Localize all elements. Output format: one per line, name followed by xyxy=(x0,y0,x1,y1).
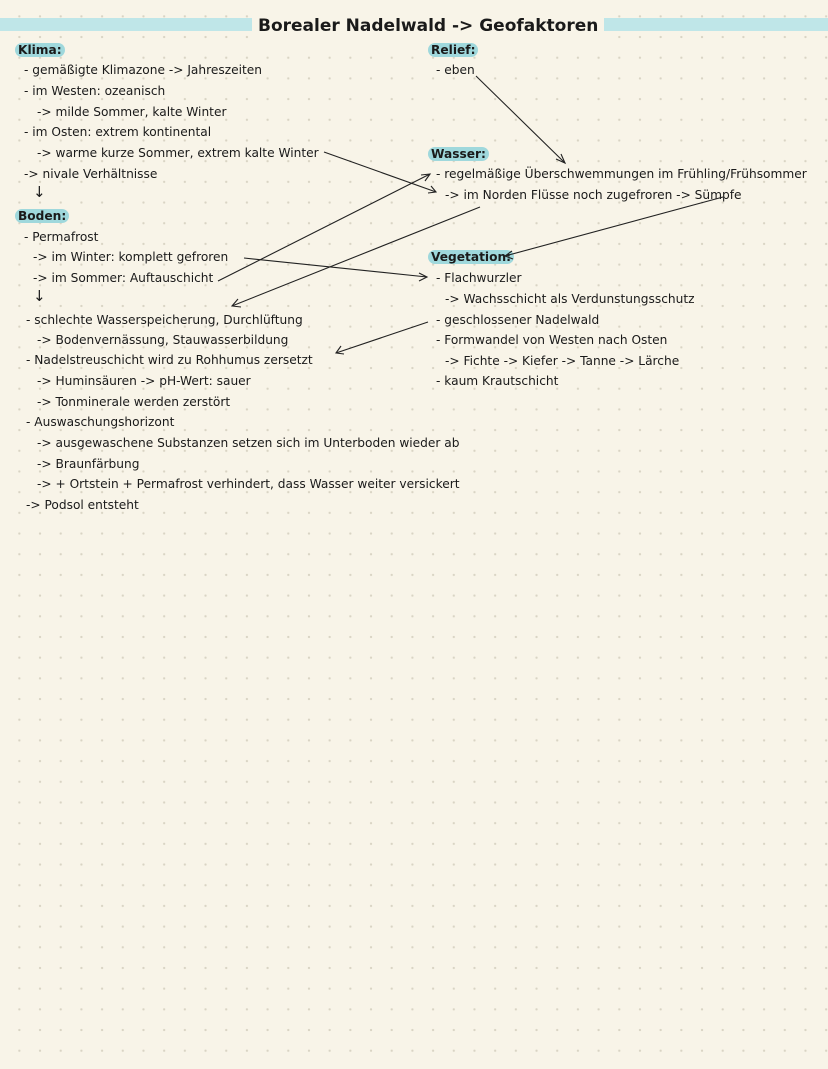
arrow-sommer-to-wasser xyxy=(218,174,430,281)
boden-line: -> Tonminerale werden zerstört xyxy=(37,395,231,409)
boden-line: -> ausgewaschene Substanzen setzen sich im Unterboden wieder ab xyxy=(37,436,460,450)
klima-line: - im Westen: ozeanisch xyxy=(24,84,166,98)
boden-line: - Auswaschungshorizont xyxy=(26,415,175,429)
vegetation-line: - Flachwurzler xyxy=(436,271,522,285)
boden-line: -> Podsol entsteht xyxy=(26,498,139,512)
boden-line: -> + Ortstein + Permafrost verhindert, dass Wasser weiter versickert xyxy=(37,477,460,491)
boden-line: -> im Winter: komplett gefroren xyxy=(33,250,229,264)
boden-line: -> im Sommer: Auftauschicht xyxy=(33,271,214,285)
vegetation-line: -> Fichte -> Kiefer -> Tanne -> Lärche xyxy=(445,354,680,368)
boden-line: - schlechte Wasserspeicherung, Durchlüftung xyxy=(26,313,303,327)
arrow-winter-to-vegetation xyxy=(244,258,427,277)
section-vegetation-heading: Vegetation: xyxy=(428,249,514,265)
arrow-relief-to-wasser xyxy=(476,76,565,163)
boden-line: -> Braunfärbung xyxy=(37,457,140,471)
vegetation-line: -> Wachsschicht als Verdunstungsschutz xyxy=(445,292,695,306)
down-arrow-icon: ↓ xyxy=(33,287,46,305)
wasser-line: - regelmäßige Überschwemmungen im Frühling/Frühsommer xyxy=(436,167,807,181)
boden-line: -> Huminsäuren -> pH-Wert: sauer xyxy=(37,374,251,388)
section-wasser-heading: Wasser: xyxy=(428,146,489,162)
relief-line: - eben xyxy=(436,63,475,77)
klima-line: - im Osten: extrem kontinental xyxy=(24,125,212,139)
arrow-klima-to-wasser xyxy=(324,152,436,192)
section-relief-heading: Relief: xyxy=(428,42,478,58)
klima-line: -> milde Sommer, kalte Winter xyxy=(37,105,227,119)
arrow-suempfe-to-vegetation xyxy=(505,197,723,256)
vegetation-line: - Formwandel von Westen nach Osten xyxy=(436,333,668,347)
klima-line: -> warme kurze Sommer, extrem kalte Winter xyxy=(37,146,319,160)
vegetation-line: - kaum Krautschicht xyxy=(436,374,559,388)
section-klima-heading: Klima: xyxy=(15,42,65,58)
boden-line: -> Bodenvernässung, Stauwasserbildung xyxy=(37,333,289,347)
page-title: Borealer Nadelwald -> Geofaktoren xyxy=(252,14,604,40)
arrow-nadelwald-to-rohhumus xyxy=(336,322,428,353)
arrowhead xyxy=(336,346,344,354)
klima-line: -> nivale Verhältnisse xyxy=(24,167,158,181)
boden-line: - Permafrost xyxy=(24,230,99,244)
boden-line: - Nadelstreuschicht wird zu Rohhumus zersetzt xyxy=(26,353,313,367)
arrow-wasser-to-boden xyxy=(232,207,480,306)
klima-line: - gemäßigte Klimazone -> Jahreszeiten xyxy=(24,63,262,77)
section-boden-heading: Boden: xyxy=(15,208,69,224)
vegetation-line: - geschlossener Nadelwald xyxy=(436,313,600,327)
down-arrow-icon: ↓ xyxy=(33,183,46,201)
wasser-line: -> im Norden Flüsse noch zugefroren -> Sümpfe xyxy=(445,188,742,202)
